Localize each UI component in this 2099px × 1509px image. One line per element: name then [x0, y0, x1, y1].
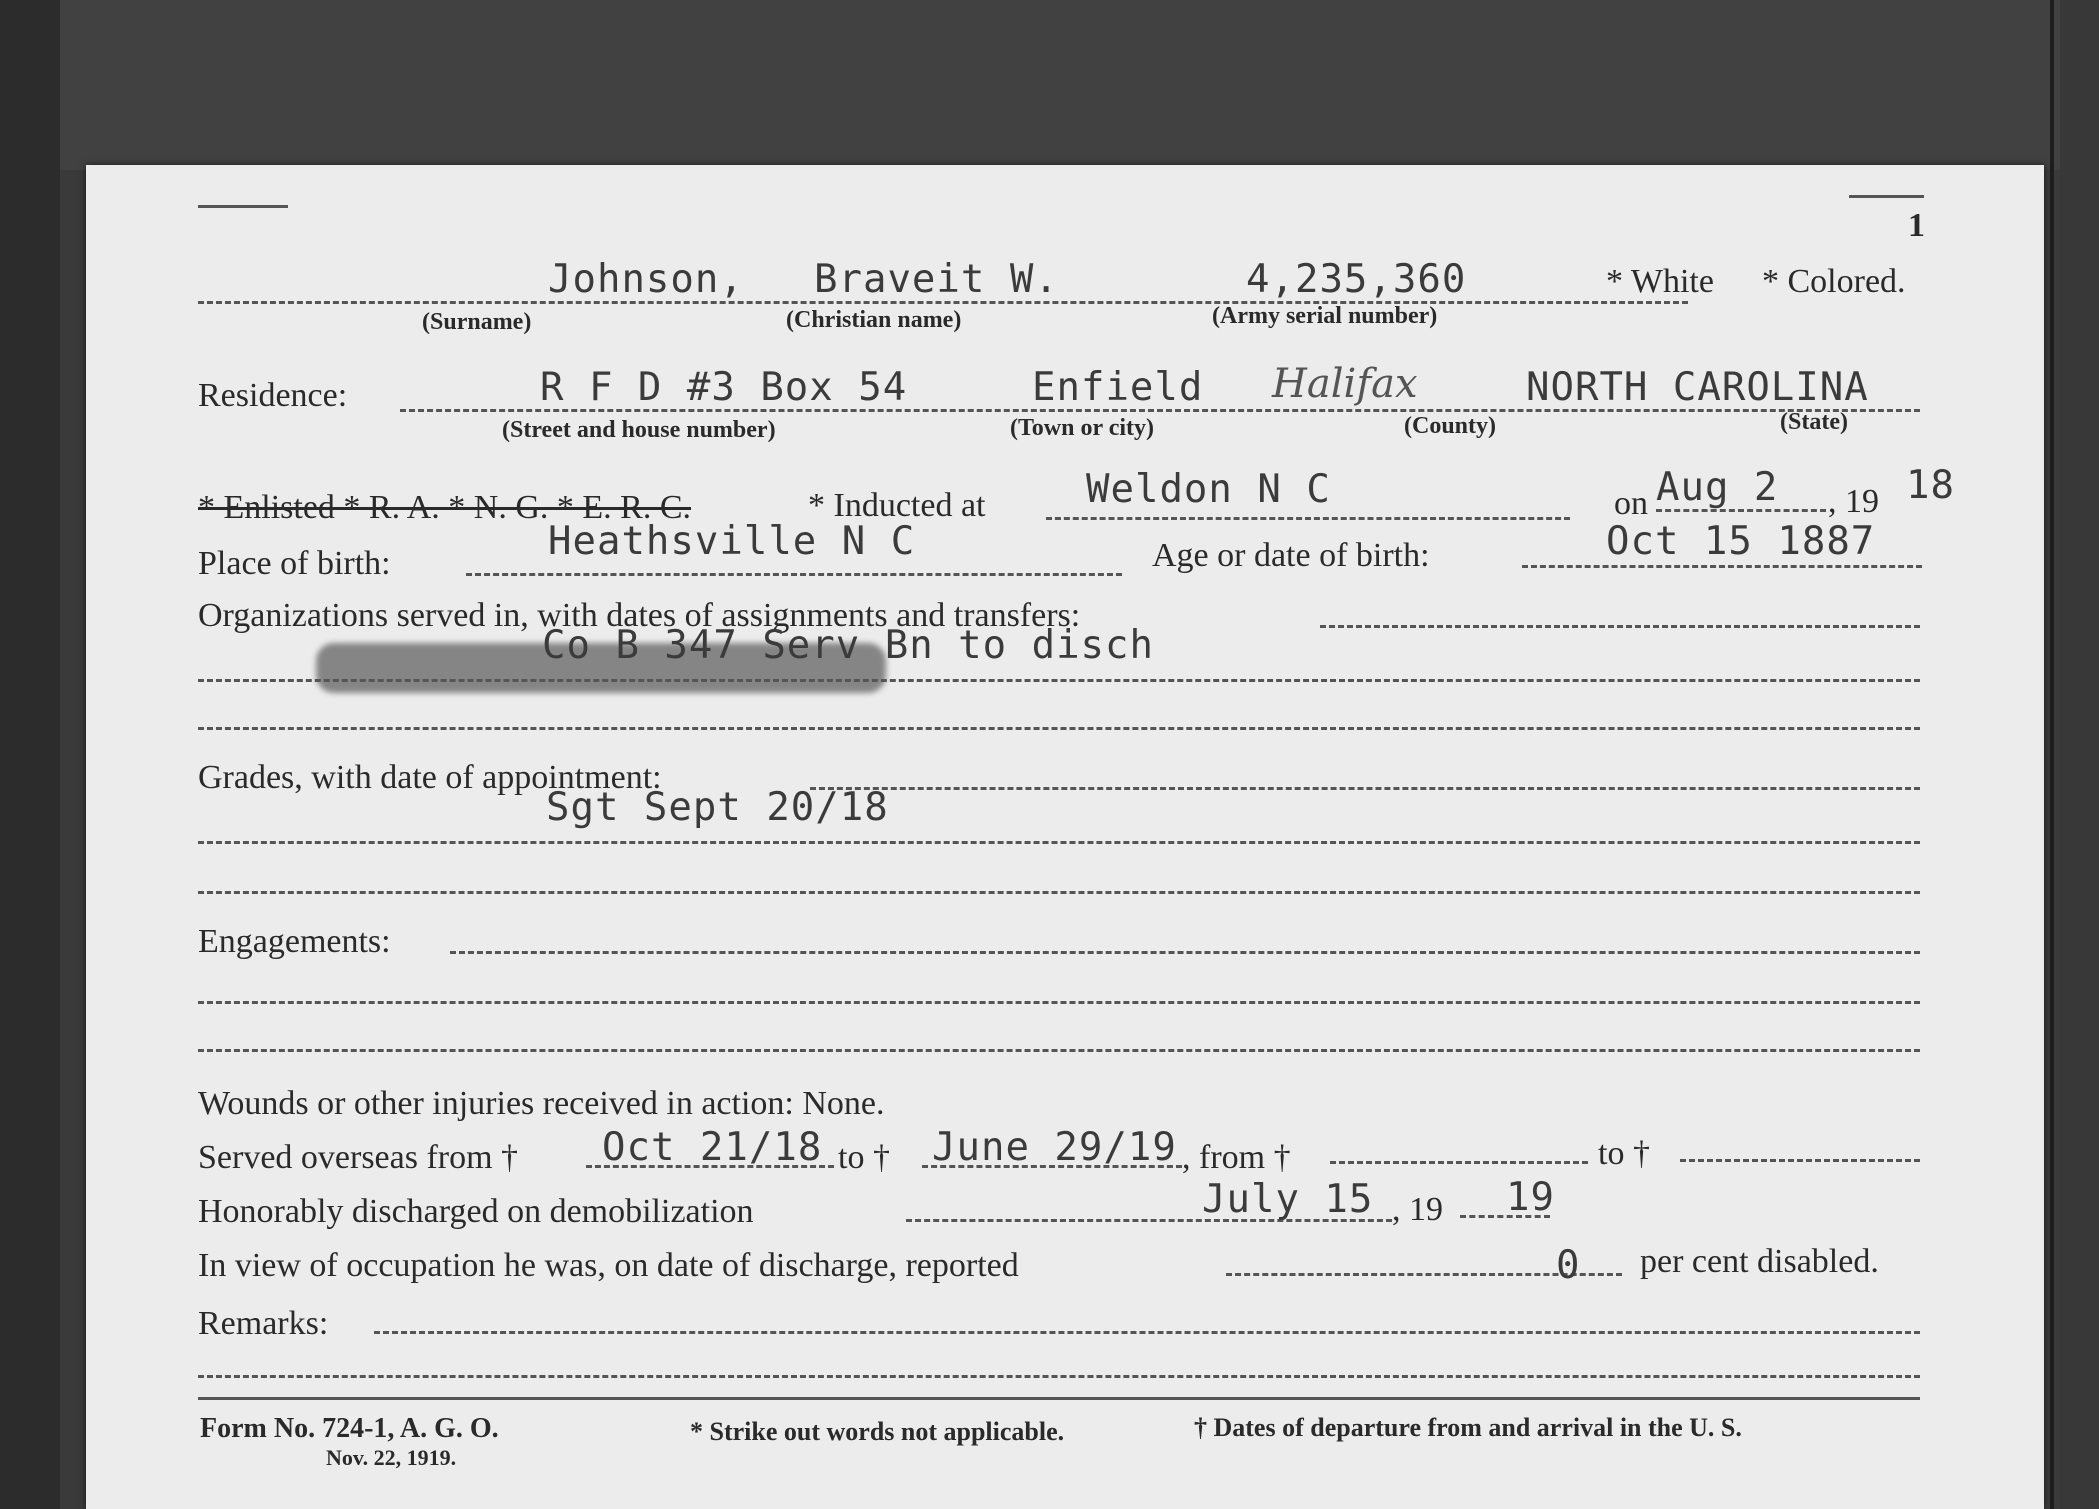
background-top [0, 0, 2099, 170]
caption-county: (County) [1404, 413, 1497, 439]
discharge-year-value: 19 [1506, 1175, 1555, 1220]
wounds-label: Wounds or other injuries received in action: None. [198, 1085, 885, 1122]
footnote-dates: † Dates of departure from and arrival in the U. S. [1194, 1413, 1742, 1442]
caption-serial-number: (Army serial number) [1212, 303, 1438, 329]
grades-label: Grades, with date of appointment: [198, 759, 662, 796]
street-value: R F D #3 Box 54 [540, 365, 908, 410]
page-number: 1 [1908, 207, 1925, 244]
inducted-date-value: Aug 2 [1656, 465, 1779, 510]
serial-number-value: 4,235,360 [1246, 257, 1467, 302]
remarks-label: Remarks: [198, 1305, 329, 1342]
overseas-label: Served overseas from † [198, 1139, 519, 1176]
inducted-date-line [1656, 509, 1826, 512]
form-number: Form No. 724-1, A. G. O. [200, 1413, 499, 1444]
enlisted-struck-text: * Enlisted * R. A. * N. G. * E. R. C. [198, 489, 692, 526]
organizations-line-1 [1320, 625, 1920, 628]
state-value: NORTH CAROLINA [1526, 365, 1869, 410]
discharge-label: Honorably discharged on demobilization [198, 1193, 754, 1230]
caption-street: (Street and house number) [502, 417, 776, 443]
birth-place-line [466, 573, 1122, 576]
remarks-line-1 [374, 1331, 1920, 1334]
caption-surname: (Surname) [422, 309, 532, 335]
disability-suffix: per cent disabled. [1640, 1243, 1879, 1280]
overseas-to2-label: to † [1598, 1135, 1650, 1172]
overseas-from2-line [1330, 1161, 1588, 1164]
birth-place-value: Heathsville N C [548, 519, 916, 564]
organizations-label: Organizations served in, with dates of assignments and transfers: [198, 597, 1081, 634]
disability-value: 0 [1556, 1243, 1581, 1288]
overseas-to-line [922, 1165, 1182, 1168]
inducted-place-value: Weldon N C [1086, 467, 1331, 512]
background-fold [2050, 0, 2054, 1509]
organizations-line-2 [198, 679, 1920, 682]
birth-date-value: Oct 15 1887 [1606, 519, 1876, 564]
caption-christian-name: (Christian name) [786, 307, 962, 333]
town-value: Enfield [1032, 365, 1204, 410]
surname-value: Johnson, [548, 257, 744, 302]
form-date: Nov. 22, 1919. [326, 1445, 457, 1470]
service-record-card [86, 165, 2044, 1509]
top-right-rule [1849, 195, 1924, 198]
race-colored: * Colored. [1762, 263, 1906, 300]
organizations-value: Co B 347 Serv Bn to disch [542, 623, 1154, 668]
inducted-line [1046, 517, 1570, 520]
footnote-strike: * Strike out words not applicable. [690, 1417, 1065, 1446]
residence-label: Residence: [198, 377, 348, 414]
organizations-line-3 [198, 727, 1920, 730]
on-label: on [1614, 485, 1648, 522]
christian-name-value: Braveit W. [814, 257, 1059, 302]
overseas-to-label: to † [838, 1139, 890, 1176]
overseas-from-line [586, 1165, 834, 1168]
background-right [2060, 0, 2099, 1509]
overseas-to2-line [1680, 1159, 1920, 1162]
caption-town: (Town or city) [1010, 415, 1154, 441]
disability-label: In view of occupation he was, on date of discharge, reported [198, 1247, 1019, 1284]
caption-state: (State) [1780, 409, 1848, 435]
inducted-label: * Inducted at [808, 487, 986, 524]
remarks-line-2 [198, 1375, 1920, 1378]
overseas-from2-label: , from † [1182, 1139, 1291, 1176]
discharge-year-prefix: , 19 [1392, 1191, 1443, 1228]
county-value: Halifax [1272, 361, 1418, 407]
inducted-year-value: 18 [1906, 463, 1955, 508]
birth-date-line [1522, 565, 1922, 568]
discharge-date-value: July 15 [1202, 1177, 1374, 1222]
grades-value: Sgt Sept 20/18 [546, 785, 889, 830]
birth-date-label: Age or date of birth: [1152, 537, 1430, 574]
birth-place-label: Place of birth: [198, 545, 391, 582]
background-left [0, 0, 60, 1509]
engagements-label: Engagements: [198, 923, 391, 960]
overseas-to-value: June 29/19 [932, 1125, 1177, 1170]
top-left-rule [198, 205, 288, 208]
grades-line-2 [198, 841, 1920, 844]
overseas-from-value: Oct 21/18 [602, 1125, 823, 1170]
engagements-line-3 [198, 1049, 1920, 1052]
grades-line-1 [810, 787, 1920, 790]
engagements-line-2 [198, 1001, 1920, 1004]
inducted-year-prefix: , 19 [1828, 483, 1879, 520]
race-white: * White [1606, 263, 1714, 300]
footer-rule [198, 1397, 1920, 1400]
grades-line-3 [198, 891, 1920, 894]
engagements-line-1 [450, 951, 1920, 954]
